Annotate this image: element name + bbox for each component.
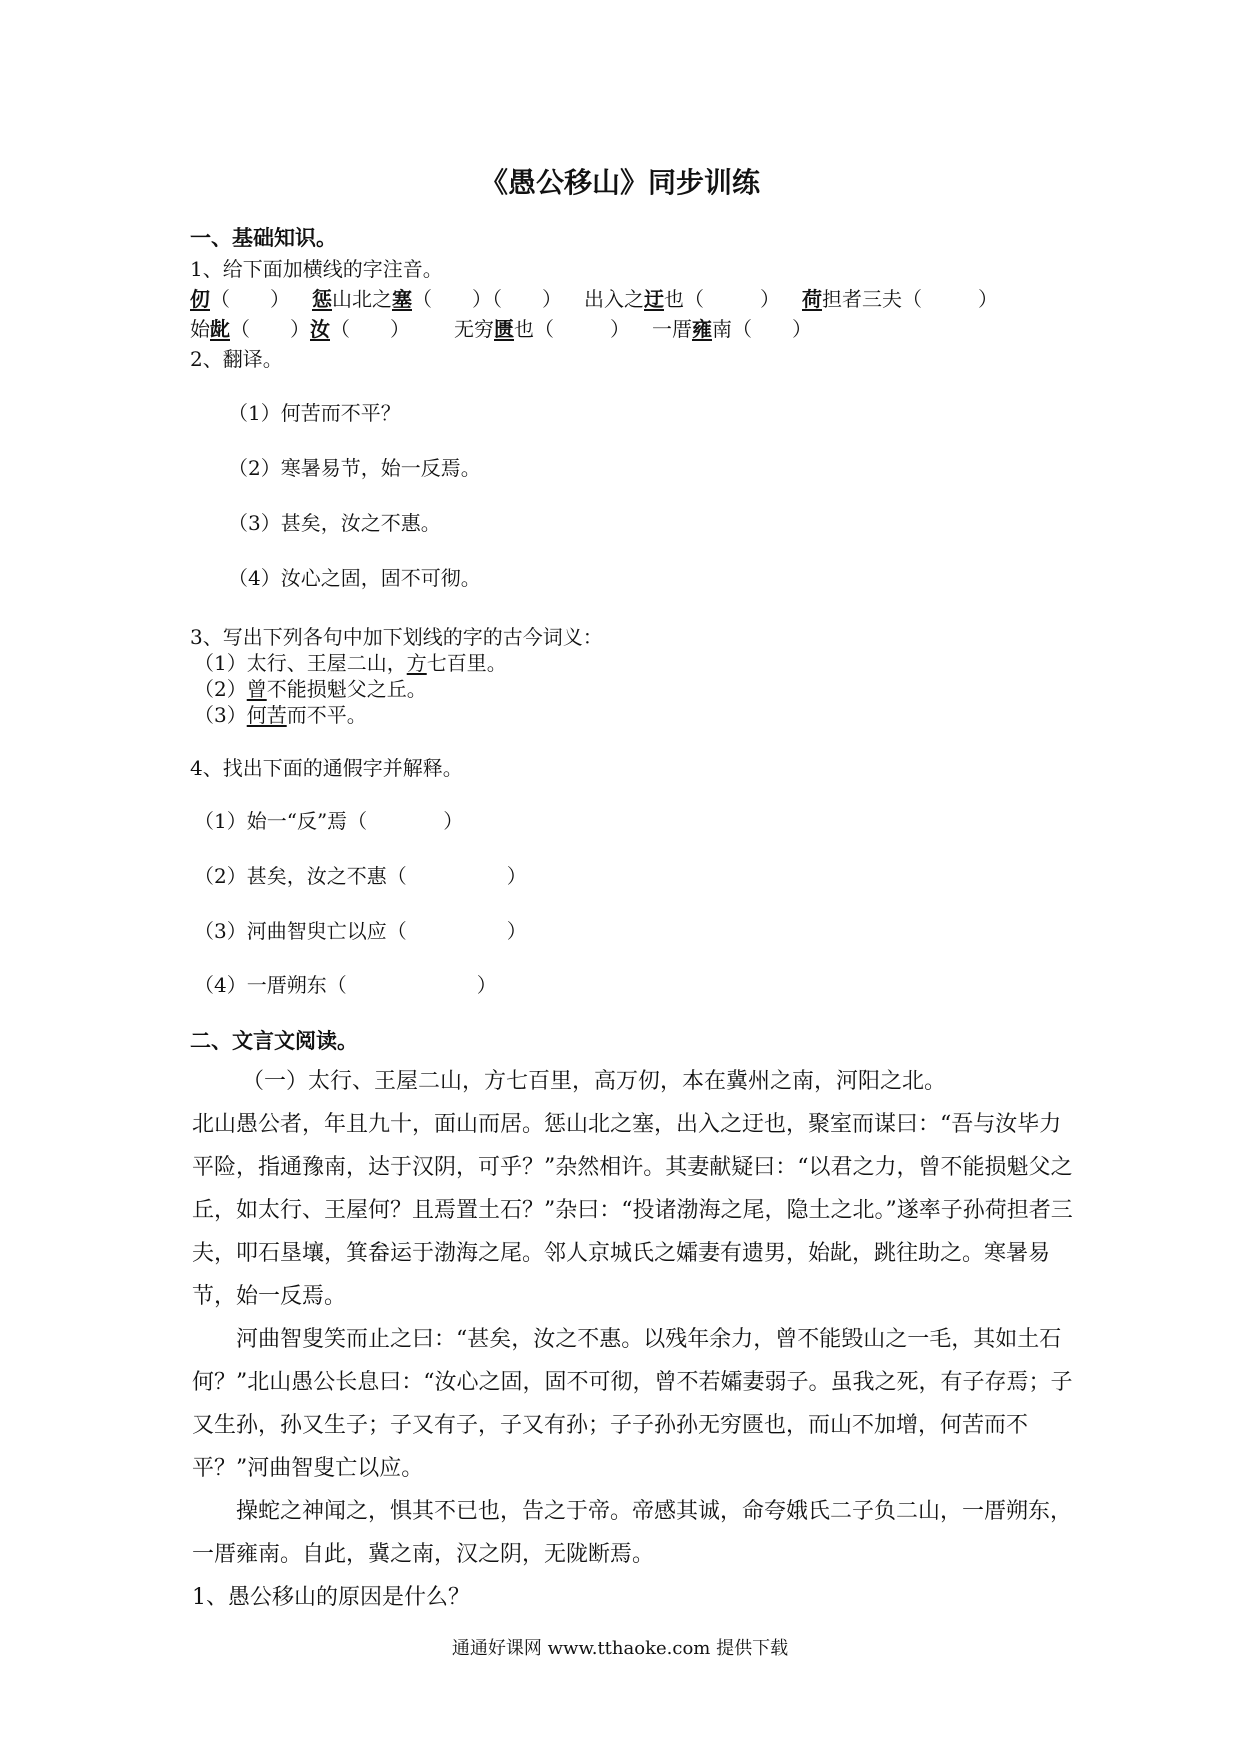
q3-label: 3、写出下列各句中加下划线的字的古今词义： [190, 625, 603, 649]
q2-item: （2）寒暑易节，始一反焉。 [228, 456, 481, 480]
sentence-fragment: 始 [190, 317, 210, 341]
underlined-char: 雍 [692, 317, 712, 341]
sentence-fragment: （1）太行、王屋二山， [194, 651, 407, 675]
q4-text: （2）甚矣，汝之不惠（ [194, 864, 407, 888]
sentence-fragment: 也（ [514, 317, 554, 341]
paren-open: （ [210, 287, 230, 311]
underlined-char: 汝 [310, 317, 330, 341]
sentence-fragment: 也（ [664, 287, 704, 311]
paren-close: ） [978, 287, 998, 311]
paren-close: ） [476, 973, 497, 997]
underlined-word: 何苦 [246, 703, 287, 727]
q2-item: （1）何苦而不平？ [228, 401, 401, 425]
underlined-word: 方 [406, 651, 427, 675]
underlined-char: 荷 [802, 287, 822, 311]
paren-close: ） [290, 317, 310, 341]
passage-paragraph: 河曲智叟笑而止之曰：“甚矣，汝之不惠。以残年余力，曾不能毁山之一毛，其如土石何？”北山愚公长息曰：“汝心之固，固不可彻，曾不若孀妻弱子。虽我之死，有子存焉；子又生孙，孙又生子；子又有子，子又有孙；子子孙孙无穷匮也，而山不加增，何苦而不平？”河曲智叟亡以应。 [192, 1327, 1073, 1481]
underlined-char: 塞 [392, 287, 412, 311]
q1-label: 1、给下面加横线的字注音。 [190, 257, 443, 281]
paren-open: （ [330, 317, 350, 341]
q3-item [194, 676, 427, 702]
sentence-fragment: 出入之 [584, 287, 644, 311]
underlined-char: 仞 [190, 287, 210, 311]
q3-item [194, 650, 507, 676]
q4-item [194, 918, 527, 944]
paren-close: ） [792, 317, 812, 341]
paren-close: ） [506, 864, 527, 888]
paren-open: （ [230, 317, 250, 341]
q4-item [194, 808, 463, 834]
sentence-fragment: 山北之 [332, 287, 392, 311]
paren-close: ） [443, 809, 464, 833]
underlined-word: 曾 [246, 677, 267, 701]
paren-close: ） [270, 287, 290, 311]
classical-passage [192, 1060, 1074, 1619]
q4-text: （3）河曲智臾亡以应（ [194, 919, 407, 943]
paren-pair: ）（ [472, 287, 502, 311]
q4-item [194, 863, 527, 889]
underlined-char: 匮 [494, 317, 514, 341]
paren-close: ） [506, 919, 527, 943]
sentence-fragment: 一厝 [652, 317, 692, 341]
q1-row1 [190, 286, 998, 312]
footer-credit: 通通好课网 www.tthaoke.com 提供下载 [451, 1638, 789, 1659]
sentence-fragment: 南（ [712, 317, 752, 341]
paren-close: ） [390, 317, 410, 341]
q1-row2 [190, 316, 812, 342]
paren-open: （ [412, 287, 432, 311]
sentence-fragment: 无穷 [454, 317, 494, 341]
paren-close: ） [542, 287, 562, 311]
sentence-fragment: （3） [194, 703, 247, 727]
q4-item [194, 972, 497, 998]
sentence-fragment: 七百里。 [426, 651, 507, 675]
q4-text: （4）一厝朔东（ [194, 973, 347, 997]
q4-text: （1）始一“反”焉（ [194, 809, 368, 833]
paren-close: ） [610, 317, 630, 341]
q2-item: （4）汝心之固，固不可彻。 [228, 566, 481, 590]
document-title: 《愚公移山》同步训练 [479, 166, 760, 199]
passage-paragraph: （一）太行、王屋二山，方七百里，高万仞，本在冀州之南，河阳之北。 [242, 1069, 947, 1094]
q2-label: 2、翻译。 [190, 347, 283, 371]
section1-heading: 一、基础知识。 [190, 225, 337, 250]
passage-paragraph: 北山愚公者，年且九十，面山而居。惩山北之塞，出入之迂也，聚室而谋曰：“吾与汝毕力平险，指通豫南，达于汉阴，可乎？”杂然相许。其妻献疑曰：“以君之力，曾不能损魁父之丘，如太行、王屋何？且焉置土石？”杂曰：“投诸渤海之尾，隐土之北。”遂率子孙荷担者三夫，叩石垦壤，箕畚运于渤海之尾。邻人京城氏之孀妻有遗男，始龀，跳往助之。寒暑易节，始一反焉。 [192, 1112, 1073, 1309]
underlined-char: 龀 [210, 317, 230, 341]
sentence-fragment: 而不平。 [286, 703, 367, 727]
passage-paragraph: 操蛇之神闻之，惧其不已也，告之于帝。帝感其诚，命夸娥氏二子负二山，一厝朔东，一厝雍南。自此，冀之南，汉之阴，无陇断焉。 [192, 1499, 1073, 1567]
reading-question: 1、愚公移山的原因是什么？ [192, 1585, 470, 1610]
sentence-fragment: （2） [194, 677, 247, 701]
q3-item [194, 702, 367, 728]
paren-close: ） [760, 287, 780, 311]
underlined-char: 惩 [312, 287, 332, 311]
section2-heading: 二、文言文阅读。 [190, 1028, 358, 1053]
q4-label: 4、找出下面的通假字并解释。 [190, 756, 463, 780]
sentence-fragment: 担者三夫（ [822, 287, 922, 311]
sentence-fragment: 不能损魁父之丘。 [266, 677, 427, 701]
q2-item: （3）甚矣，汝之不惠。 [228, 511, 441, 535]
underlined-char: 迂 [644, 287, 664, 311]
